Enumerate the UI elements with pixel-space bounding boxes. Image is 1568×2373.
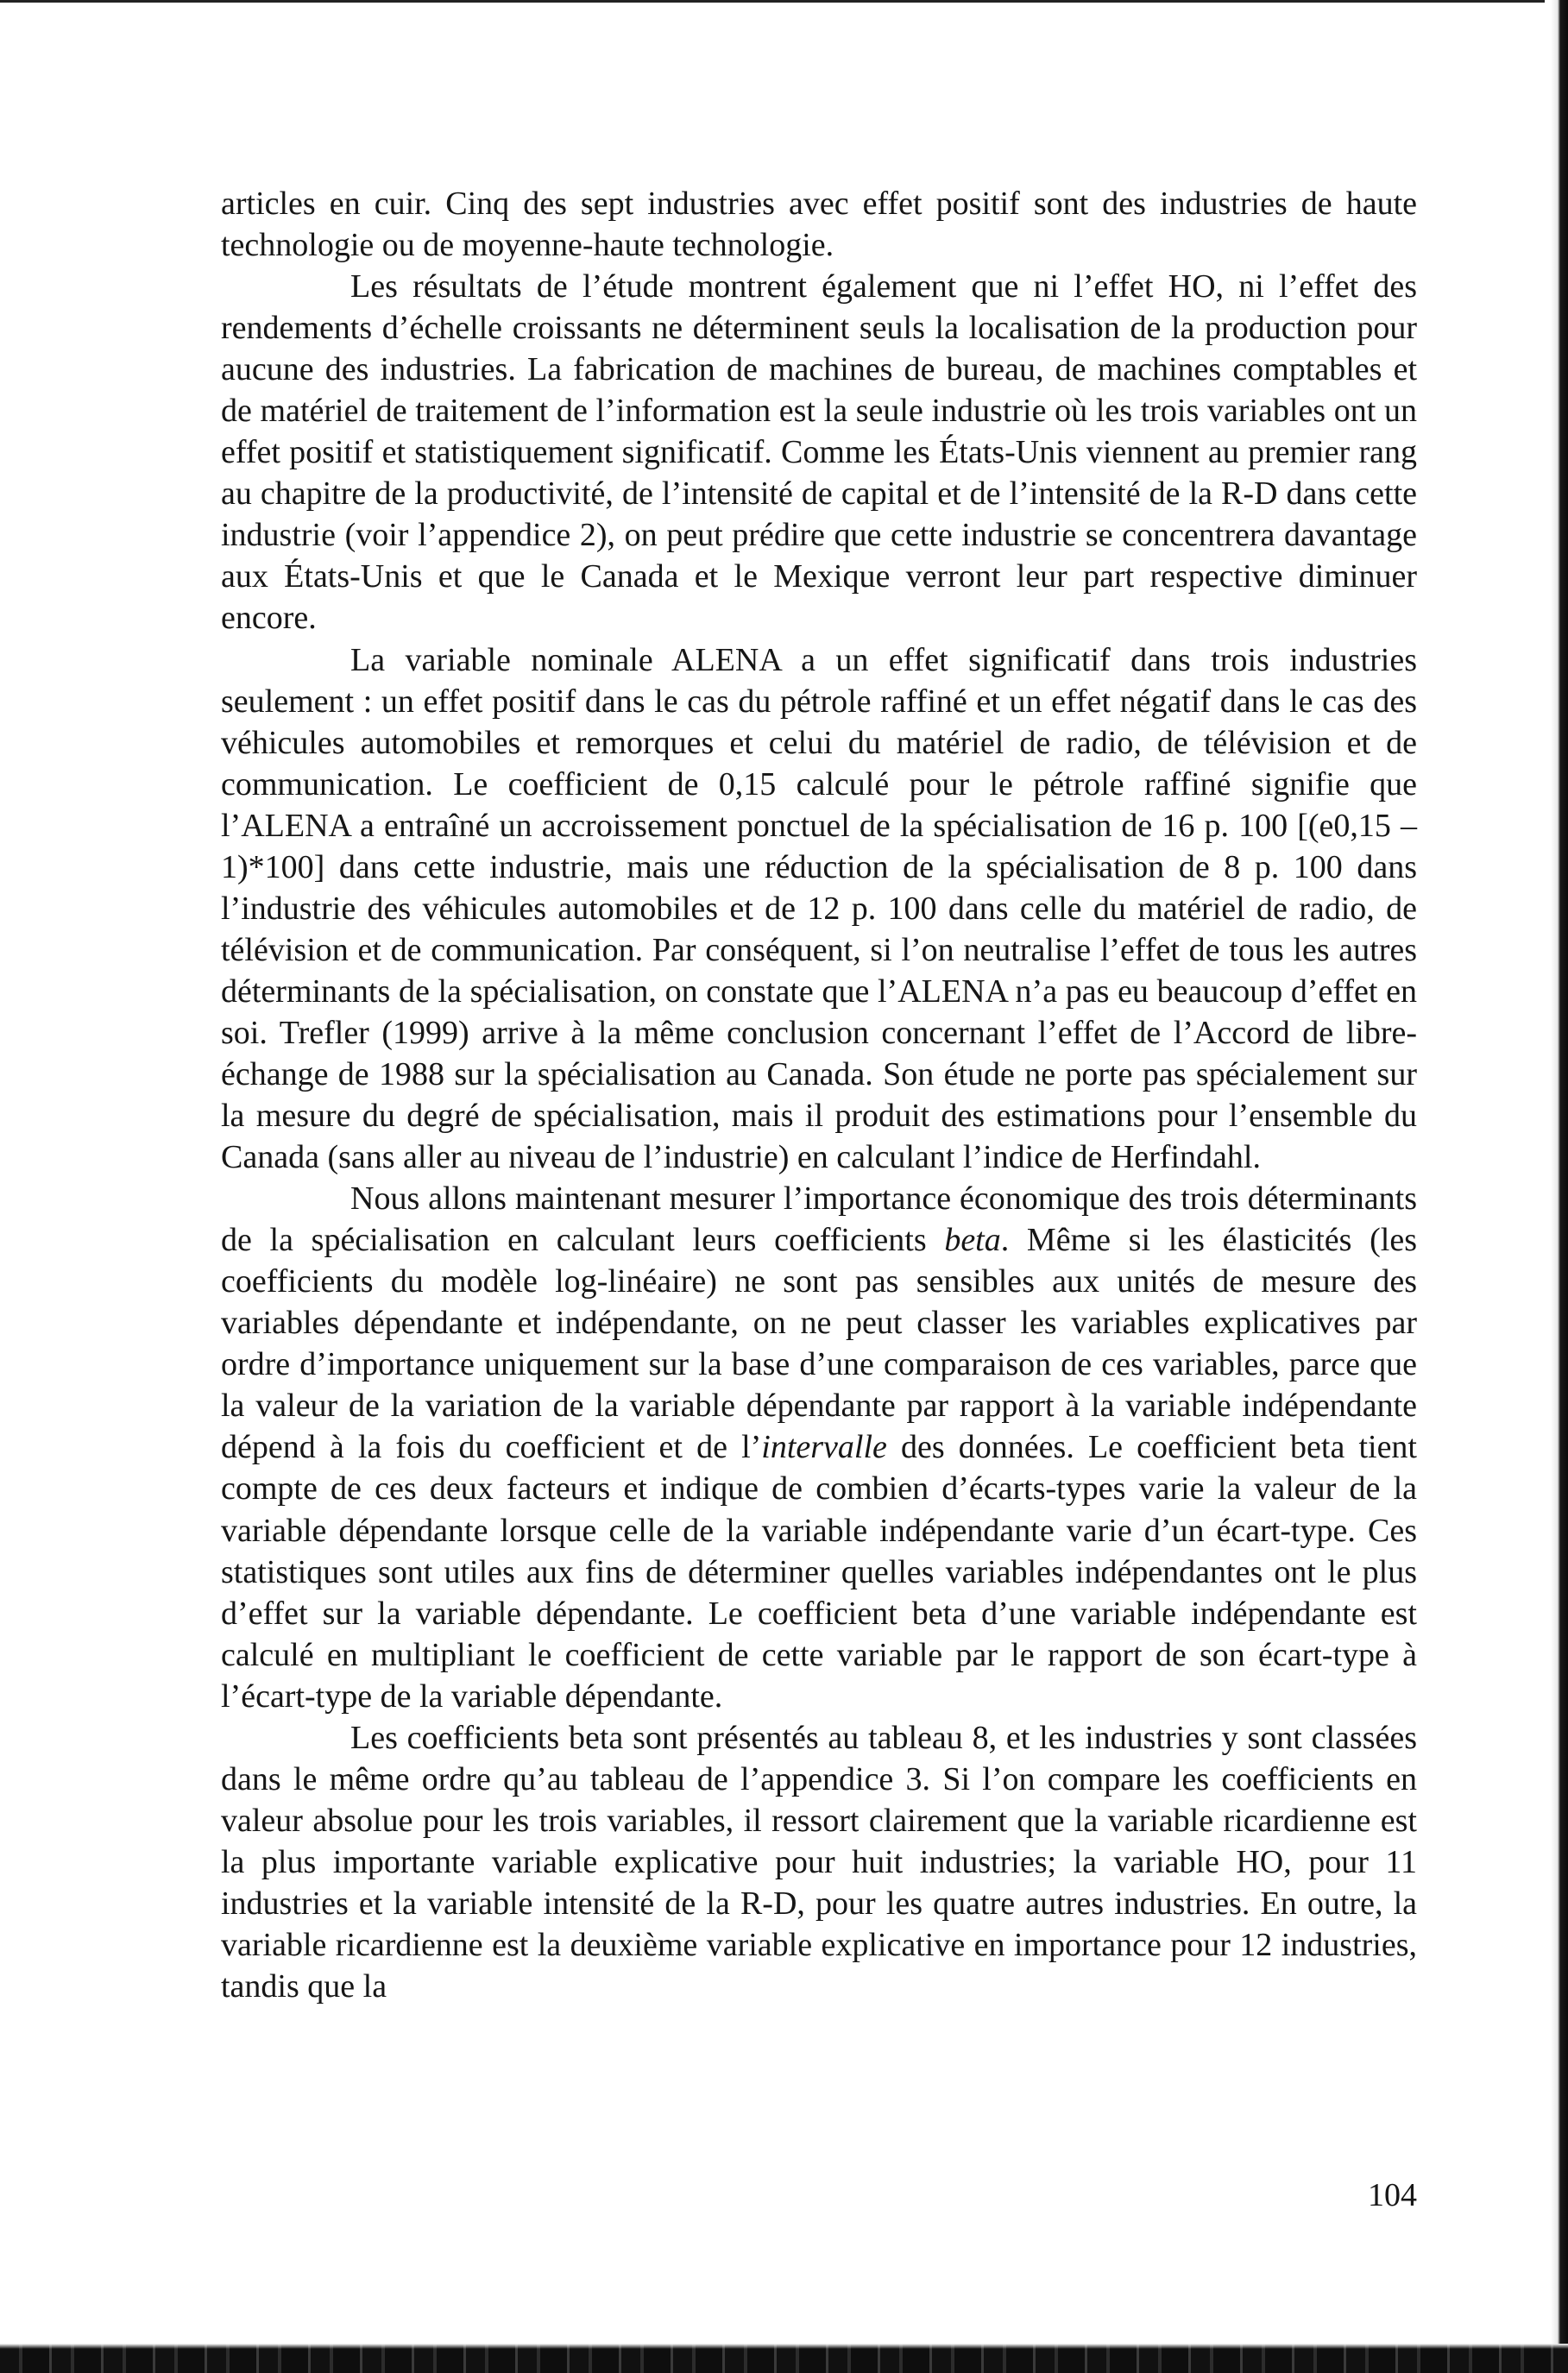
paragraph-2-text: Les résultats de l’étude montrent également que ni l’effet HO, ni l’effet des rendements d’échelle croissants ne déterminent seuls la localisation de la production pour aucune des industries. La fabrication de machines de bureau, de machines comptables et de matériel de traitement de l’information est la seule industrie où les trois variables ont un effet positif et statistiquement significatif. Comme les États-Unis viennent au premier rang au chapitre de la productivité, de l’intensité de capital et de l’intensité de la R-D dans cette industrie (voir l’appendice 2), on peut prédire que cette industrie se concentrera davantage aux États-Unis et que le Canada et le Mexique verront leur part respective diminuer encore. [221,268,1417,637]
paragraph-1 [221,183,1417,266]
paragraph-4-text-middle: . Même si les élasticités (les coefficients du modèle log-linéaire) ne sont pas sensibles aux unités de mesure des variables dépendante et indépendante, on ne peut classer les variables explicatives par ordre d’importance uniquement sur la base d’une comparaison de ces variables, parce que la valeur de la variation de la variable dépendante par rapport à la variable indépendante dépend à la fois du coefficient et de l’ [221,1222,1417,1466]
paragraph-4 [221,1178,1417,1717]
paragraph-3-text: La variable nominale ALENA a un effet significatif dans trois industries seulement : un effet positif dans le cas du pétrole raffiné et un effet négatif dans le cas des véhicules automobiles et remorques et celui du matériel de radio, de télévision et de communication. Le coefficient de 0,15 calculé pour le pétrole raffiné signifie que l’ALENA a entraîné un accroissement ponctuel de la spécialisation de 16 p. 100 [(e0,15 – 1)*100] dans cette industrie, mais une réduction de la spécialisation de 8 p. 100 dans l’industrie des véhicules automobiles et de 12 p. 100 dans celle du matériel de radio, de télévision et de communication. Par conséquent, si l’on neutralise l’effet de tous les autres déterminants de la spécialisation, on constate que l’ALENA n’a pas eu beaucoup d’effet en soi. Trefler (1999) arrive à la même conclusion concernant l’effet de l’Accord de libre-échange de 1988 sur la spécialisation au Canada. Son étude ne porte pas spécialement sur la mesure du degré de spécialisation, mais il produit des estimations pour l’ensemble du Canada (sans aller au niveau de l’industrie) en calculant l’indice de Herfindahl. [221,641,1417,1176]
paragraph-4-italic-beta: beta [944,1222,1001,1259]
page-number: 104 [1368,2177,1417,2213]
paragraph-5 [221,1717,1417,2007]
scan-top-edge [0,0,1545,3]
paragraph-1-text: articles en cuir. Cinq des sept industries avec effet positif sont des industries de haute technologie ou de moyenne-haute technologie. [221,186,1417,264]
page-body [221,183,1417,2007]
paragraph-2 [221,266,1417,639]
paragraph-4-text-end: des données. Le coefficient beta tient compte de ces deux facteurs et indique de combien d’écarts-types varie la valeur de la variable dépendante lorsque celle de la variable indépendante varie d’un écart-type. Ces statistiques sont utiles aux fins de déterminer quelles variables indépendantes ont le plus d’effet sur la variable dépendante. Le coefficient beta d’une variable indépendante est calculé en multipliant le coefficient de cette variable par le rapport de son écart-type à l’écart-type de la variable dépendante. [221,1429,1417,1715]
paragraph-4-text-start: Nous allons maintenant mesurer l’importance économique des trois déterminants de la spécialisation en calculant leurs coefficients [221,1180,1417,1259]
paragraph-5-text: Les coefficients beta sont présentés au tableau 8, et les industries y sont classées dans le même ordre qu’au tableau de l’appendice 3. Si l’on compare les coefficients en valeur absolue pour les trois variables, il ressort clairement que la variable ricardienne est la plus importante variable explicative pour huit industries; la variable HO, pour 11 industries et la variable intensité de la R-D, pour les quatre autres industries. En outre, la variable ricardienne est la deuxième variable explicative en importance pour 12 industries, tandis que la [221,1719,1417,2005]
paragraph-3 [221,639,1417,1179]
scan-bottom-edge [0,2344,1568,2373]
paragraph-4-italic-intervalle: intervalle [761,1429,887,1466]
scan-right-edge [1551,0,1568,2373]
